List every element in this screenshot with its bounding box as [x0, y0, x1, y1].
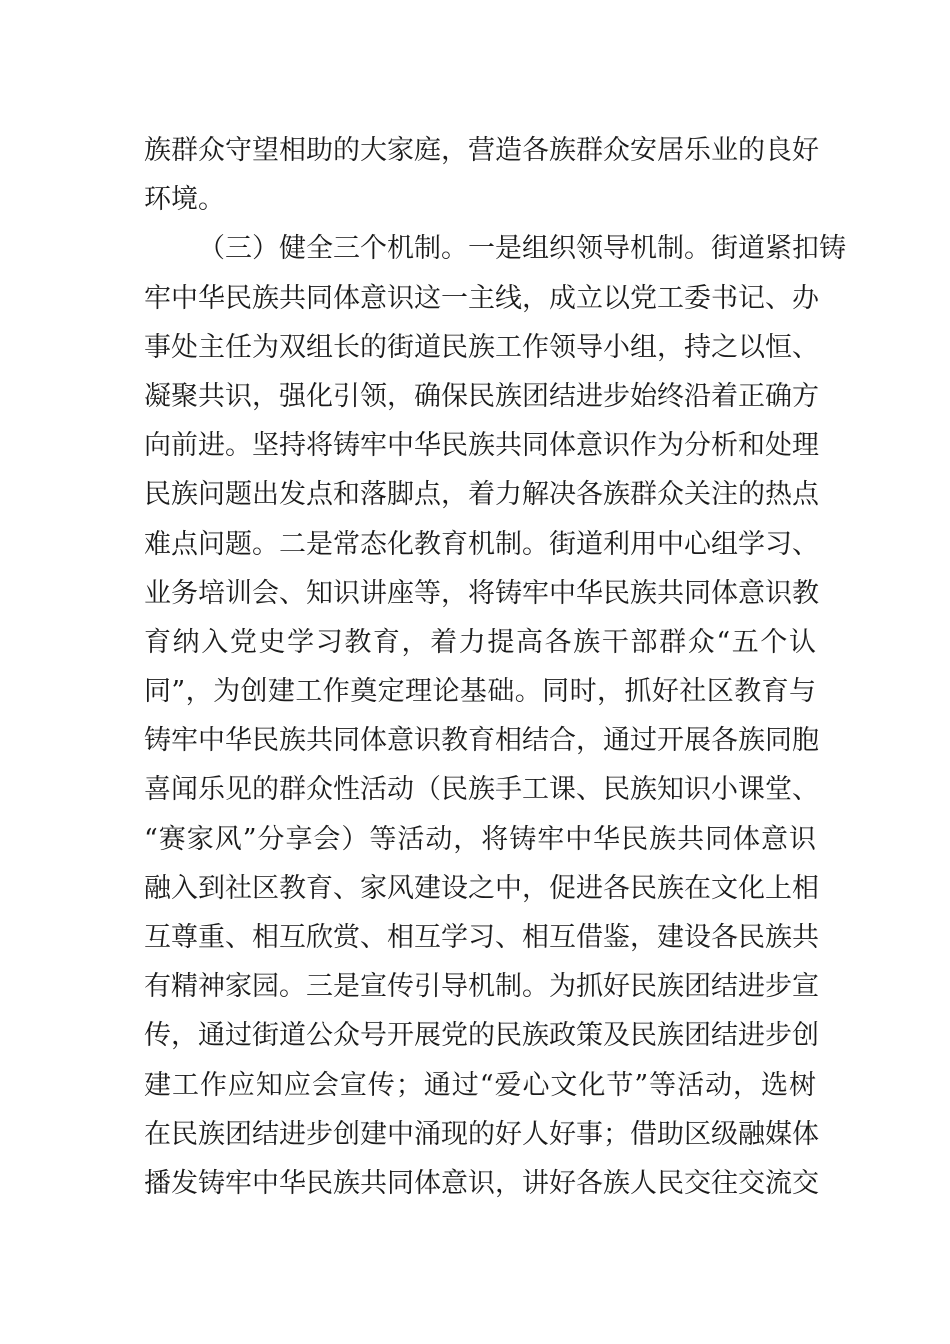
text-line: 互尊重、相互欣赏、相互学习、相互借鉴，建设各民族共 [144, 922, 819, 953]
text-line: 事处主任为双组长的街道民族工作领导小组，持之以恒、 [144, 331, 819, 363]
text-line: 业务培训会、知识讲座等，将铸牢中华民族共同体意识教 [144, 577, 819, 609]
text-line: 建工作应知应会宣传；通过“爱心文化节”等活动，选树 [144, 1069, 816, 1101]
text-line: 同”，为创建工作奠定理论基础。同时，抓好社区教育与 [144, 676, 816, 708]
text-line: 喜闻乐见的群众性活动（民族手工课、民族知识小课堂、 [144, 774, 819, 806]
text-line: 播发铸牢中华民族共同体意识，讲好各族人民交往交流交 [144, 1167, 819, 1199]
text-line: 在民族团结进步创建中涌现的好人好事；借助区级融媒体 [144, 1118, 819, 1150]
text-line: 难点问题。二是常态化教育机制。街道利用中心组学习、 [144, 528, 819, 560]
text-line: 凝聚共识，强化引领，确保民族团结进步始终沿着正确方 [144, 380, 819, 412]
text-line: 牢中华民族共同体意识这一主线，成立以党工委书记、办 [144, 282, 819, 314]
text-line: 融入到社区教育、家风建设之中，促进各民族在文化上相 [144, 872, 819, 904]
text-line: 有精神家园。三是宣传引导机制。为抓好民族团结进步宣 [144, 971, 819, 1003]
text-line: “赛家风”分享会）等活动，将铸牢中华民族共同体意识 [144, 823, 816, 855]
text-line: 铸牢中华民族共同体意识教育相结合，通过开展各族同胞 [144, 725, 819, 757]
text-line: 育纳入党史学习教育，着力提高各族干部群众“五个认 [144, 626, 816, 658]
text-line: 族群众守望相助的大家庭，营造各族群众安居乐业的良好 [144, 135, 819, 166]
text-line: 环境。 [144, 184, 225, 216]
text-line: 民族问题出发点和落脚点，着力解决各族群众关注的热点 [144, 479, 819, 511]
section-heading-line: （三）健全三个机制。一是组织领导机制。街道紧扣铸 [198, 233, 846, 265]
text-line: 传，通过街道公众号开展党的民族政策及民族团结进步创 [144, 1020, 819, 1052]
body-text [144, 126, 846, 1208]
text-line: 向前进。坚持将铸牢中华民族共同体意识作为分析和处理 [144, 430, 819, 462]
